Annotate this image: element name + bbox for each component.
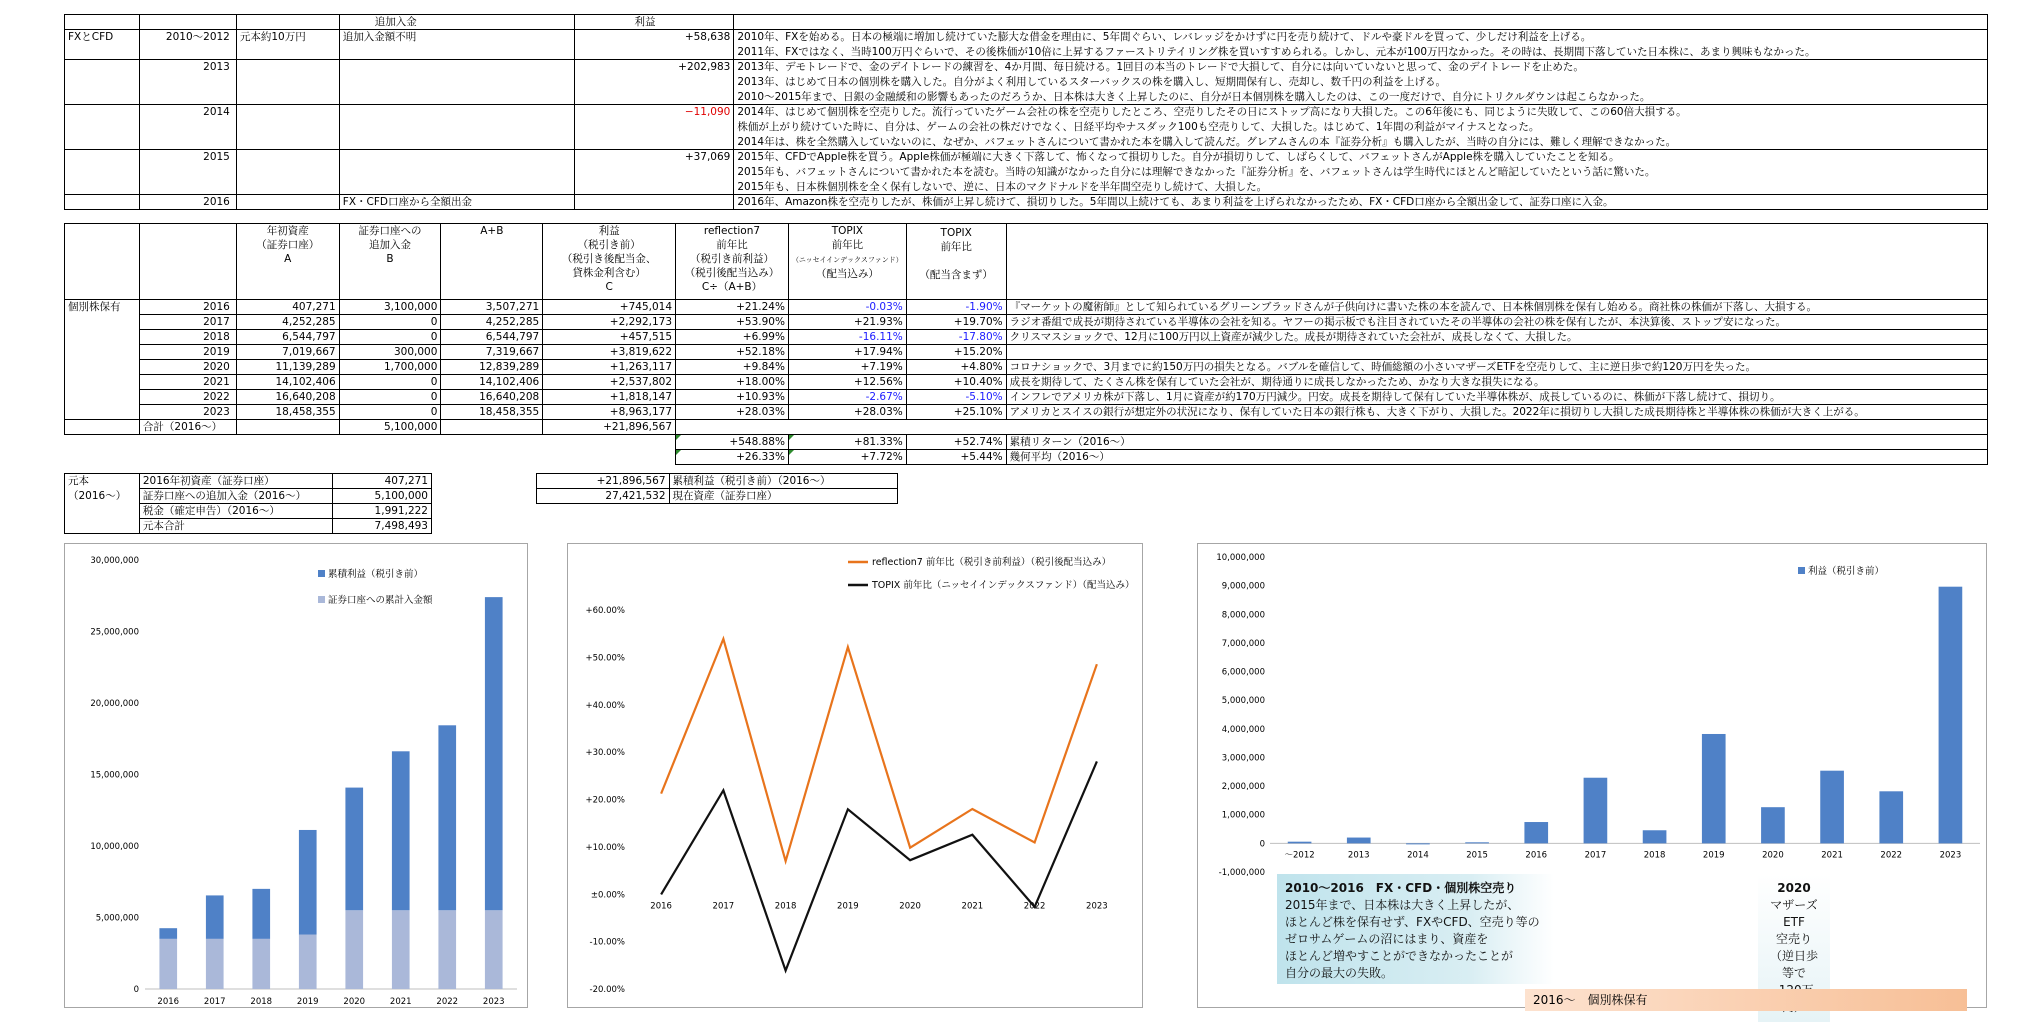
history-row: [65, 195, 1988, 210]
y-tick-label: 20,000,000: [90, 699, 139, 709]
bar-segment: [299, 830, 317, 935]
note-line: ほとんど株を保有せず、FXやCFD、空売り等の: [1285, 915, 1540, 929]
year-cell: 2019: [139, 345, 236, 360]
y-tick-label: 25,000,000: [90, 627, 139, 638]
topix-nodiv-return-cell: -5.10%: [906, 390, 1006, 405]
bar-segment: [159, 939, 177, 989]
profit-cell: +745,014: [543, 300, 676, 315]
history-note: 株価が上がり続けていた時に、自分は、ゲームの会社の株だけでなく、日経平均やナスダック100も空売りして、大損した。はじめて、1年間の利益がマイナスとなった。: [734, 120, 1988, 135]
ab-cell: 16,640,208: [441, 390, 543, 405]
summary-row: [537, 489, 898, 504]
y-tick-label: 1,000,000: [1221, 810, 1265, 821]
x-tick-label: 2019: [296, 997, 319, 1007]
assets-cell: 7,019,667: [236, 345, 339, 360]
topix-nodiv-return-cell: +10.40%: [906, 375, 1006, 390]
topix-nodiv-return-cell: +25.10%: [906, 405, 1006, 420]
table-cell: [65, 420, 140, 435]
bar-segment: [438, 910, 456, 989]
series-line: [661, 761, 1097, 970]
profit-cell: +37,069: [574, 150, 734, 195]
capital-cell: 元本約10万円: [236, 30, 339, 60]
history-note: 2010年、FXを始める。日本の極端に増加し続けていた膨大な借金を理由に、5年間ぐらい、レバレッジをかけずに円を売り続けて、ドルや豪ドルを買って、少しだけ利益を上げる。: [734, 30, 1988, 45]
note-line: ETF: [1783, 915, 1805, 929]
profit-cell: +3,819,622: [543, 345, 676, 360]
history-note: 2013年、はじめて日本の個別株を購入した。自分がよく利用しているスターバックスの株を購入し、短期間保有し、売却し、数千円の利益を上げる。: [734, 75, 1988, 90]
y-tick-label: -10.00%: [589, 937, 625, 948]
profit-cell: +2,537,802: [543, 375, 676, 390]
year-cell: 2022: [139, 390, 236, 405]
category-label: FXとCFD: [65, 30, 140, 60]
bar-segment: [438, 725, 456, 910]
holding-note: クリスマスショックで、12月に100万円以上資産が減少した。成長が期待されていた会社が、成長しなくて、大損した。: [1006, 330, 1987, 345]
principal-row: [65, 504, 432, 519]
ab-header: A+B: [441, 224, 543, 300]
principal-key: 税金（確定申告）（2016～）: [139, 504, 332, 519]
bar-segment: [252, 939, 270, 989]
assets-cell: 18,458,355: [236, 405, 339, 420]
bar-segment: [206, 939, 224, 989]
reflection-return-cell: +52.18%: [676, 345, 789, 360]
profit-header: 利益: [574, 15, 734, 30]
reflection-return-cell: +53.90%: [676, 315, 789, 330]
topix-nodiv-summary: +5.44%: [906, 450, 1006, 465]
topix-return-cell: -0.03%: [788, 300, 906, 315]
y-tick-label: -1,000,000: [1218, 868, 1265, 878]
principal-value: 407,271: [332, 474, 431, 489]
ab-cell: 6,544,797: [441, 330, 543, 345]
assets-cell: 6,544,797: [236, 330, 339, 345]
x-tick-label: 2017: [712, 901, 735, 912]
added-cell: 0: [339, 390, 441, 405]
topix-nodiv-return-cell: +4.80%: [906, 360, 1006, 375]
principal-row: [65, 519, 432, 534]
added-cell: [339, 150, 574, 195]
profit-cell: +1,263,117: [543, 360, 676, 375]
holding-row: [65, 330, 1988, 345]
profit-cell: +457,515: [543, 330, 676, 345]
holding-row: [65, 375, 1988, 390]
category-label: [65, 195, 140, 210]
x-tick-label: 2019: [1702, 850, 1725, 861]
x-tick-label: 2020: [1762, 850, 1784, 861]
summary-key: 累積利益（税引き前）（2016～）: [669, 474, 897, 489]
holding-note: インフレでアメリカ株が下落し、1月に資産が約170万円減少。円安。成長を期待して保有していた半導体株が、成長しているのに、株価が下落し続けて、損切り。: [1006, 390, 1987, 405]
assets-cell: 14,102,406: [236, 375, 339, 390]
topix-nodiv-return-cell: +15.20%: [906, 345, 1006, 360]
topix-summary: +7.72%: [788, 450, 906, 465]
history-row: [65, 105, 1988, 120]
x-tick-label: ～2012: [1284, 850, 1315, 861]
added-cell: 0: [339, 315, 441, 330]
y-tick-label: 9,000,000: [1221, 581, 1265, 592]
principal-key: 元本合計: [139, 519, 332, 534]
topix-nodiv-return-cell: -17.80%: [906, 330, 1006, 345]
table-cell: [236, 420, 339, 435]
added-cell: 0: [339, 330, 441, 345]
ab-cell: 18,458,355: [441, 405, 543, 420]
principal-value: 5,100,000: [332, 489, 431, 504]
bar: [1465, 842, 1489, 843]
history-note: 2015年も、バフェットさんについて書かれた本を読む。当時の知識がなかった自分には理解できなかった『証券分析』を、バフェットさんは学生時代にほとんど暗記していたという話に驚いた。: [734, 165, 1988, 180]
profit-cell: −11,090: [574, 105, 734, 150]
history-note: 2015年、CFDでApple株を買う。Apple株価が極端に大きく下落して、怖くなって損切りした。自分が損切りして、しばらくして、バフェットさんがApple株を購入していたことを知る。: [734, 150, 1988, 165]
x-tick-label: 2022: [1023, 901, 1046, 912]
stock-holdings-table: [64, 223, 1988, 465]
table-cell: [65, 519, 140, 534]
legend-swatch: [1798, 567, 1805, 574]
series-line: [661, 639, 1097, 861]
history-row: [65, 30, 1988, 45]
year-cell: 2010～2012: [139, 30, 236, 60]
bar-segment: [299, 935, 317, 989]
bar: [1347, 838, 1371, 844]
x-tick-label: 2023: [482, 997, 505, 1007]
table-cell: [65, 450, 676, 465]
holding-row: [65, 405, 1988, 420]
x-tick-label: 2015: [1466, 850, 1488, 861]
principal-label: 元本: [65, 474, 140, 489]
bar: [1820, 771, 1844, 844]
bar: [1761, 807, 1785, 843]
table-cell: [1006, 420, 1987, 435]
bar: [1524, 822, 1548, 843]
x-tick-label: 2017: [203, 997, 226, 1007]
profit-header: 利益 （税引き前） （税引き後配当金、 貸株金利含む） C: [543, 224, 676, 300]
y-tick-label: +60.00%: [585, 606, 625, 616]
reflection-return-cell: +9.84%: [676, 360, 789, 375]
cumulative-profit-svg: [65, 544, 529, 1009]
legend-label: reflection7 前年比（税引き前利益）（税引後配当込み）: [872, 557, 1112, 568]
y-tick-label: ±0.00%: [590, 890, 625, 901]
profit-cell: +1,818,147: [543, 390, 676, 405]
assets-header: 年初資産 （証券口座） A: [236, 224, 339, 300]
header-row: [65, 224, 1988, 300]
reflection-return-cell: +21.24%: [676, 300, 789, 315]
profit-cell: +8,963,177: [543, 405, 676, 420]
bar-segment: [159, 928, 177, 939]
note-line: マザーズ: [1770, 898, 1818, 912]
table-cell: [676, 420, 789, 435]
legend-swatch: [318, 596, 325, 603]
capital-cell: [236, 60, 339, 105]
principal-value: 1,991,222: [332, 504, 431, 519]
x-tick-label: 2018: [1643, 850, 1666, 861]
topix-return-cell: -2.67%: [788, 390, 906, 405]
note-line: 自分の最大の失敗。: [1285, 966, 1394, 980]
topix-return-cell: +17.94%: [788, 345, 906, 360]
y-tick-label: 0: [1259, 839, 1265, 850]
summary-value: +21,896,567: [537, 474, 670, 489]
x-tick-label: 2022: [1880, 850, 1903, 861]
assets-cell: 11,139,289: [236, 360, 339, 375]
year-cell: 2016: [139, 195, 236, 210]
topix-return-cell: -16.11%: [788, 330, 906, 345]
bar-segment: [392, 751, 410, 910]
bar-segment: [485, 597, 503, 910]
y-tick-label: 5,000,000: [1221, 696, 1265, 707]
holding-note: コロナショックで、3月までに約150万円の損失となる。バブルを確信して、時価総額の小さいマザーズETFを空売りして、主に逆日歩で約120万円を失った。: [1006, 360, 1987, 375]
y-tick-label: 8,000,000: [1221, 610, 1265, 621]
profit-cell: [574, 195, 734, 210]
capital-cell: [236, 150, 339, 195]
legend-label: 利益（税引き前）: [1808, 566, 1885, 577]
ab-cell: 4,252,285: [441, 315, 543, 330]
summary-value: 27,421,532: [537, 489, 670, 504]
bar: [1406, 843, 1430, 844]
legend-label: 累積利益（税引き前）: [328, 569, 424, 580]
bar-segment: [252, 889, 270, 939]
x-tick-label: 2016: [1525, 850, 1548, 861]
holding-row: [65, 360, 1988, 375]
fx-cfd-history-table: [64, 14, 1988, 210]
history-note: 2010～2015年まで、日銀の金融緩和の影響もあったのだろうか、日本株は大きく上昇したのに、自分が日本個別株を購入したのは、この一度だけで、自分にトリクルダウンは起こらなかった。: [734, 90, 1988, 105]
added-header: 追加入金: [339, 15, 574, 30]
holding-note: アメリカとスイスの銀行が想定外の状況になり、保有していた日本の銀行株も、大きく下がり、大損した。2022年に損切りし大損した成長期待株と半導体株の株価が大きく上がる。: [1006, 405, 1987, 420]
note-line: 2020: [1777, 881, 1811, 895]
holding-row: [65, 390, 1988, 405]
ab-cell: 3,507,271: [441, 300, 543, 315]
bar-segment: [345, 910, 363, 989]
note-line: 2010～2016 FX・CFD・個別株空売り: [1285, 881, 1517, 895]
principal-value: 7,498,493: [332, 519, 431, 534]
year-cell: 2013: [139, 60, 236, 105]
ab-cell: 14,102,406: [441, 375, 543, 390]
assets-cell: 4,252,285: [236, 315, 339, 330]
y-tick-label: +30.00%: [585, 748, 625, 759]
topix-nodiv-summary: +52.74%: [906, 435, 1006, 450]
holding-note: 『マーケットの魔術師』として知られているグリーンブラッドさんが子供向けに書いた株の本を読んで、日本株個別株を保有し始める。商社株の株価が下落し、大損する。: [1006, 300, 1987, 315]
category-label: [65, 105, 140, 150]
topix-summary: +81.33%: [788, 435, 906, 450]
note-line: 2015年まで、日本株は大きく上昇したが、: [1285, 898, 1520, 912]
y-tick-label: +50.00%: [585, 653, 625, 664]
x-tick-label: 2019: [837, 901, 859, 912]
year-cell: 2018: [139, 330, 236, 345]
table-cell: [65, 504, 140, 519]
total-row: [65, 420, 1988, 435]
individual-stock-period-bar: 2016～ 個別株保有: [1525, 989, 1967, 1011]
profit-cell: +202,983: [574, 60, 734, 105]
legend-swatch: [318, 570, 325, 577]
year-cell: 2017: [139, 315, 236, 330]
profit-cell: +58,638: [574, 30, 734, 60]
x-tick-label: 2021: [389, 997, 412, 1007]
added-cell: [339, 60, 574, 105]
history-note: 2016年、Amazon株を空売りしたが、株価が上昇し続けて、損切りした。5年間以上続けても、あまり利益を上げられなかったため、FX・CFD口座から全額出金して、証券口座に入金。: [734, 195, 1988, 210]
history-note: 2014年は、株を全然購入していないのに、なぜか、バフェットさんについて書かれた本を購入して読んだ。グレアムさんの本『証券分析』も購入したが、当時の自分には、難しく理解できなかった。: [734, 135, 1988, 150]
legend-label: TOPIX 前年比（ニッセイインデックスファンド）（配当込み）: [872, 580, 1135, 591]
topix-return-cell: +28.03%: [788, 405, 906, 420]
reflection-return-cell: +10.93%: [676, 390, 789, 405]
annual-return-svg: [568, 544, 1144, 1009]
topix-nodiv-return-cell: -1.90%: [906, 300, 1006, 315]
y-tick-label: -20.00%: [589, 985, 625, 995]
history-row: [65, 150, 1988, 165]
reflection-return-cell: +28.03%: [676, 405, 789, 420]
principal-table: [64, 473, 432, 534]
principal-row: [65, 474, 432, 489]
year-cell: 2023: [139, 405, 236, 420]
reflection-summary: +26.33%: [676, 450, 789, 465]
bar: [1702, 734, 1726, 843]
x-tick-label: 2017: [1584, 850, 1607, 861]
history-note: 2015年も、日本株個別株を全く保有しないで、逆に、日本のマクドナルドを半年間空売りし続けて、大損した。: [734, 180, 1988, 195]
x-tick-label: 2016: [650, 901, 672, 912]
category-label: [65, 60, 140, 105]
topix-nodiv-return-cell: +19.70%: [906, 315, 1006, 330]
history-row: [65, 60, 1988, 75]
x-tick-label: 2023: [1939, 850, 1962, 861]
holding-label: 個別株保有: [65, 300, 140, 420]
year-cell: 2016: [139, 300, 236, 315]
principal-row: [65, 489, 432, 504]
principal-key: 証券口座への追加入金（2016～）: [139, 489, 332, 504]
bar: [1643, 830, 1667, 843]
topix2-header: TOPIX 前年比 （配当含まず）: [906, 224, 1006, 300]
principal-key: 2016年初資産（証券口座）: [139, 474, 332, 489]
y-tick-label: 6,000,000: [1221, 667, 1265, 678]
y-tick-label: 2,000,000: [1221, 782, 1265, 793]
cumulative-return-row: [65, 435, 1988, 450]
added-cell: 追加入金額不明: [339, 30, 574, 60]
note-line: ゼロサムゲームの沼にはまり、資産を: [1285, 932, 1489, 946]
total-profit: +21,896,567: [543, 420, 676, 435]
x-tick-label: 2023: [1086, 901, 1108, 912]
x-tick-label: 2018: [774, 901, 797, 912]
summary-label: 幾何平均（2016～）: [1006, 450, 1987, 465]
added-cell: 1,700,000: [339, 360, 441, 375]
bar-segment: [345, 788, 363, 911]
total-added: 5,100,000: [339, 420, 441, 435]
bar-segment: [392, 910, 410, 989]
profit-cell: +2,292,173: [543, 315, 676, 330]
cumulative-profit-chart: [64, 543, 528, 1008]
topix-return-cell: +21.93%: [788, 315, 906, 330]
ab-cell: 7,319,667: [441, 345, 543, 360]
summary-row: [537, 474, 898, 489]
year-cell: 2021: [139, 375, 236, 390]
summary-label: 累積リターン（2016～）: [1006, 435, 1987, 450]
topix-return-cell: +7.19%: [788, 360, 906, 375]
added-cell: 300,000: [339, 345, 441, 360]
x-tick-label: 2021: [1821, 850, 1843, 861]
year-cell: 2015: [139, 150, 236, 195]
y-tick-label: 5,000,000: [95, 913, 139, 924]
added-cell: 0: [339, 375, 441, 390]
capital-cell: [236, 195, 339, 210]
history-note: 2014年、はじめて個別株を空売りした。流行っていたゲーム会社の株を空売りしたところ、空売りしたその日にストップ高になり大損した。この6年後にも、同じように失敗して、この60倍大損する。: [734, 105, 1988, 120]
holding-note: ラジオ番組で成長が期待されている半導体の会社を知る。ヤフーの掲示板でも注目されていたその半導体の会社の株を保有したが、本決算後、ストップ安になった。: [1006, 315, 1987, 330]
holding-row: [65, 345, 1988, 360]
category-label: [65, 150, 140, 195]
x-tick-label: 2020: [899, 901, 921, 912]
x-tick-label: 2014: [1407, 850, 1429, 861]
x-tick-label: 2021: [961, 901, 984, 912]
y-tick-label: +10.00%: [585, 842, 625, 853]
y-tick-label: 10,000,000: [90, 842, 139, 852]
bar: [1584, 778, 1608, 844]
ab-cell: 12,839,289: [441, 360, 543, 375]
bar: [1939, 587, 1963, 844]
y-tick-label: +40.00%: [585, 700, 625, 711]
x-tick-label: 2013: [1347, 850, 1370, 861]
history-note: 2013年、デモトレードで、金のデイトレードの練習を、4か月間、毎日続ける。1回目の本当のトレードで大損して、自分には向いていないと思って、金のデイトレードを止めた。: [734, 60, 1988, 75]
added-cell: [339, 105, 574, 150]
reflection-return-cell: +6.99%: [676, 330, 789, 345]
x-tick-label: 2022: [436, 997, 459, 1007]
total-label: 合計（2016～）: [139, 420, 236, 435]
geometric-mean-row: [65, 450, 1988, 465]
bar-segment: [206, 895, 224, 938]
principal-sublabel: （2016～）: [65, 489, 140, 504]
topix1-header: TOPIX 前年比 （ニッセイインデックスファンド） （配当込み）: [788, 224, 906, 300]
summary-table: [536, 473, 898, 504]
added-cell: 0: [339, 405, 441, 420]
added-header: 証券口座への 追加入金 B: [339, 224, 441, 300]
y-tick-label: 0: [133, 985, 139, 995]
table-cell: [788, 420, 906, 435]
bar-segment: [485, 910, 503, 989]
topix-return-cell: +12.56%: [788, 375, 906, 390]
summary-key: 現在資産（証券口座）: [669, 489, 897, 504]
table-cell: [906, 420, 1006, 435]
header-row: [65, 15, 1988, 30]
history-note: 2011年、FXではなく、当時100万円ぐらいで、その後株価が10倍に上昇するファーストリテイリング株を買いすすめられる。しかし、元本が100万円なかった。その時は、長期間下落していた日本株に、あまり興味もなかった。: [734, 45, 1988, 60]
assets-cell: 16,640,208: [236, 390, 339, 405]
note-line: ほとんど増やすことができなかったことが: [1285, 949, 1514, 963]
holding-note: [1006, 345, 1987, 360]
y-tick-label: 30,000,000: [90, 556, 139, 566]
y-tick-label: 10,000,000: [1216, 553, 1265, 563]
added-cell: FX・CFD口座から全額出金: [339, 195, 574, 210]
x-tick-label: 2018: [250, 997, 273, 1007]
note-line: （逆日歩等で: [1769, 949, 1818, 980]
note-line: 空売り: [1775, 932, 1812, 946]
reflection-return-cell: +18.00%: [676, 375, 789, 390]
year-cell: 2014: [139, 105, 236, 150]
y-tick-label: +20.00%: [585, 795, 625, 806]
annual-return-chart: [567, 543, 1143, 1008]
reflection-header: reflection7 前年比 （税引き前利益） （税引後配当込み） C÷（A+B）: [676, 224, 789, 300]
table-cell: [441, 420, 543, 435]
reflection-summary: +548.88%: [676, 435, 789, 450]
bar: [1879, 791, 1903, 843]
year-cell: 2020: [139, 360, 236, 375]
holding-row: [65, 300, 1988, 315]
holding-row: [65, 315, 1988, 330]
y-tick-label: 15,000,000: [90, 770, 139, 781]
y-tick-label: 7,000,000: [1221, 638, 1265, 649]
y-tick-label: 3,000,000: [1221, 753, 1265, 764]
y-tick-label: 4,000,000: [1221, 724, 1265, 735]
added-cell: 3,100,000: [339, 300, 441, 315]
table-cell: [65, 435, 676, 450]
x-tick-label: 2016: [157, 997, 180, 1007]
holding-note: 成長を期待して、たくさん株を保有していた会社が、期待通りに成長しなかったため、かなり大きな損失になる。: [1006, 375, 1987, 390]
x-tick-label: 2020: [343, 997, 366, 1007]
bar: [1288, 842, 1312, 844]
legend-label: 証券口座への累計入金額: [328, 595, 433, 606]
assets-cell: 407,271: [236, 300, 339, 315]
capital-cell: [236, 105, 339, 150]
failure-note: [1277, 874, 1554, 984]
